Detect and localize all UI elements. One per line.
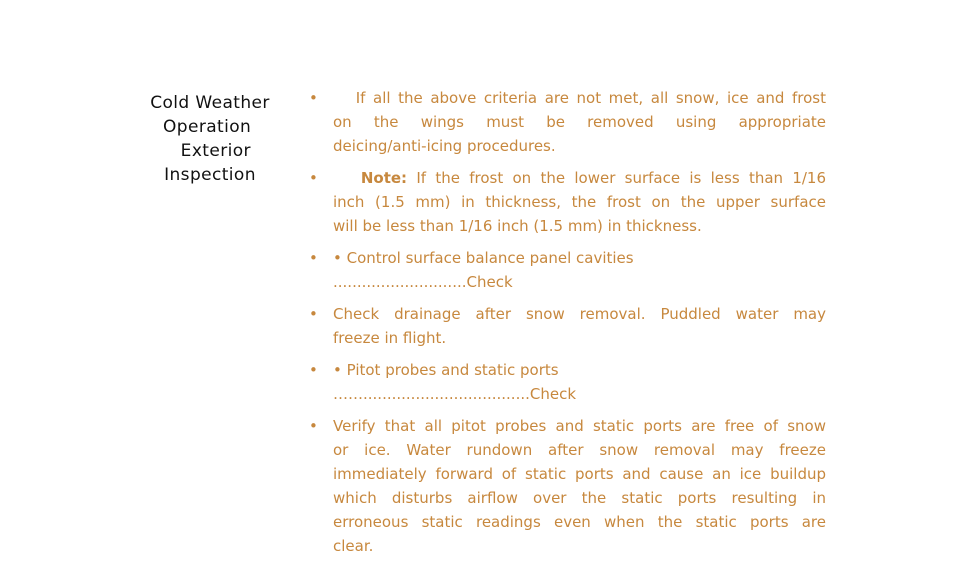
slide-title — [130, 91, 290, 187]
bullet-dot-icon: • — [309, 361, 318, 379]
bullet-line: immediately forward of static ports and cause an ice buildup — [333, 465, 826, 483]
note-label: Note: — [360, 169, 408, 187]
bullet-line: on the wings must be removed using appropriate — [333, 113, 826, 131]
bullet-item-criteria — [309, 86, 826, 158]
bullet-line: • Control surface balance panel cavities — [333, 249, 634, 267]
bullet-list — [309, 86, 826, 566]
bullet-line: If all the above criteria are not met, all snow, ice and frost — [333, 89, 826, 107]
bullet-dot-icon: • — [309, 169, 318, 187]
bullet-item-note — [309, 166, 826, 238]
bullet-line: freeze in flight. — [333, 329, 447, 347]
bullet-item-drainage — [309, 302, 826, 350]
bullet-line: • Pitot probes and static ports — [333, 361, 559, 379]
note-text: If the frost on the lower surface is less than 1/16 — [407, 169, 826, 187]
bullet-dot-icon: • — [309, 249, 318, 267]
bullet-line: Check drainage after snow removal. Puddled water may — [333, 305, 826, 323]
bullet-line: ……...................................Check — [333, 385, 577, 403]
bullet-line: erroneous static readings even when the static ports are — [333, 513, 826, 531]
bullet-line — [333, 166, 826, 190]
bullet-line: which disturbs airflow over the static ports resulting in — [333, 489, 826, 507]
bullet-line: deicing/anti-icing procedures. — [333, 137, 556, 155]
bullet-item-balance-panel — [309, 246, 826, 294]
bullet-item-verify — [309, 414, 826, 558]
bullet-line: ............................Check — [333, 273, 513, 291]
bullet-line: Verify that all pitot probes and static ports are free of snow — [333, 417, 826, 435]
bullet-dot-icon: • — [309, 305, 318, 323]
bullet-item-pitot — [309, 358, 826, 406]
bullet-line: will be less than 1/16 inch (1.5 mm) in thickness. — [333, 217, 702, 235]
bullet-dot-icon: • — [309, 417, 318, 435]
bullet-line: or ice. Water rundown after snow removal may freeze — [333, 441, 826, 459]
title-line-4: Inspection — [164, 165, 256, 185]
title-line-2: Operation — [162, 117, 257, 137]
bullet-line: clear. — [333, 537, 374, 555]
bullet-dot-icon: • — [309, 89, 318, 107]
indent — [333, 169, 361, 187]
bullet-line: inch (1.5 mm) in thickness, the frost on the upper surface — [333, 193, 826, 211]
title-line-1: Cold Weather — [150, 93, 270, 113]
title-line-3: Exterior — [169, 141, 251, 161]
